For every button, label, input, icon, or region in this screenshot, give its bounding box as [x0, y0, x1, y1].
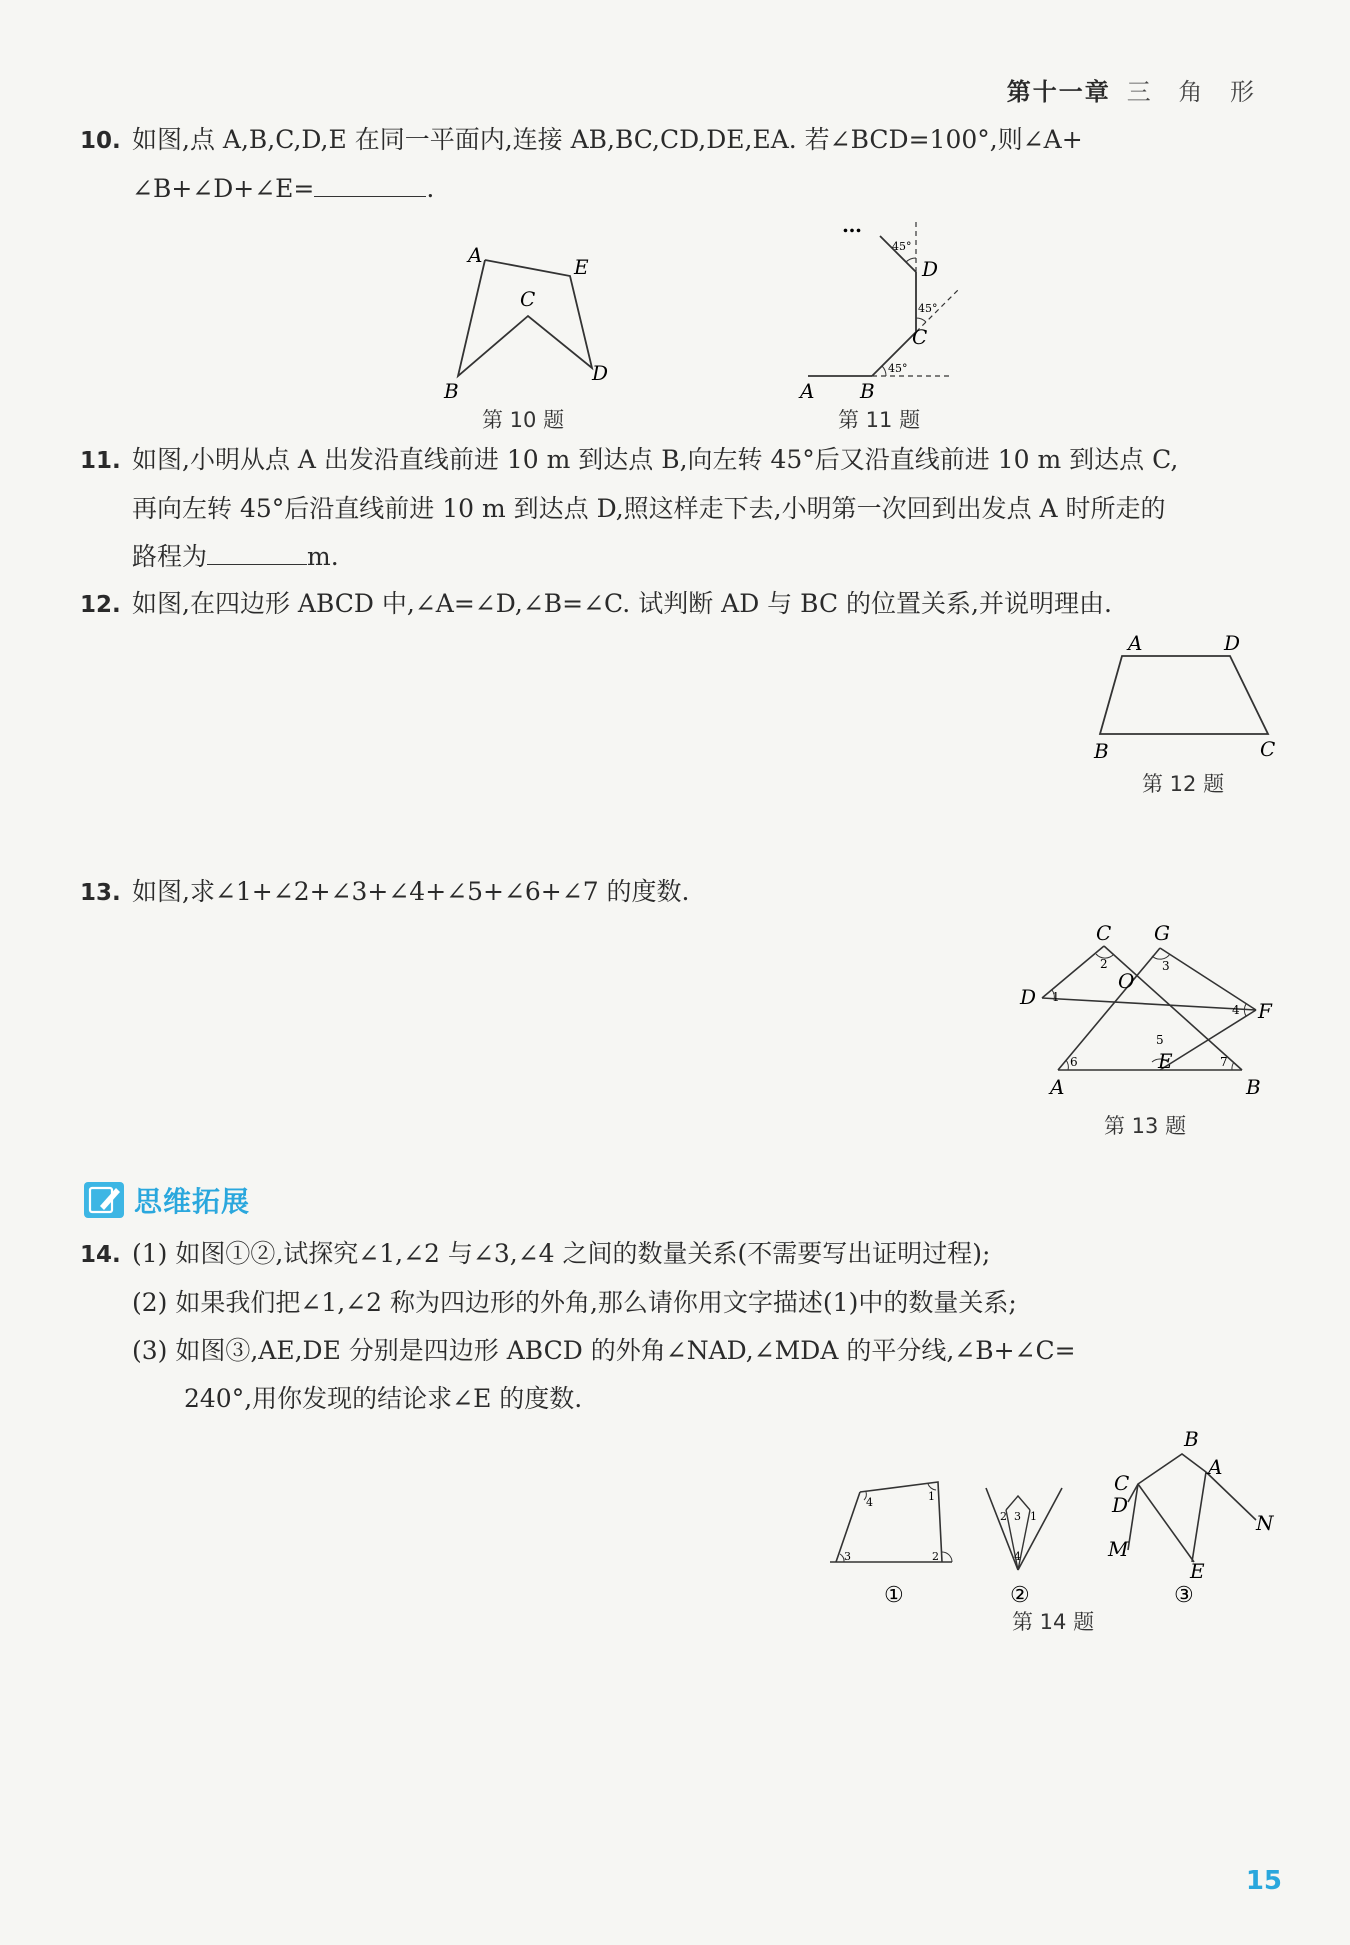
angle-number: 1	[1052, 990, 1060, 1004]
segment-GF	[1160, 948, 1256, 1010]
label-D: D	[1020, 985, 1037, 1009]
figure-10-caption: 第 10 题	[482, 408, 565, 432]
label-M: M	[1108, 1537, 1129, 1561]
angle-number: 2	[932, 1550, 939, 1563]
sub-figure-label: ②	[1010, 1583, 1030, 1608]
angle-number: 3	[1014, 1510, 1021, 1523]
question-part-3-cont: 240°,用你发现的结论求∠E 的度数.	[184, 1384, 583, 1413]
question-12	[80, 580, 1112, 629]
figure-14-3	[1107, 1427, 1275, 1583]
label-E: E	[574, 255, 589, 279]
angle-number: 3	[844, 1550, 851, 1563]
segment-FE	[1160, 1010, 1256, 1070]
figure-14-2	[986, 1488, 1062, 1570]
label-A: A	[1208, 1455, 1223, 1479]
sub-figure-label: ③	[1174, 1583, 1194, 1608]
question-text: 如图,在四边形 ABCD 中,∠A=∠D,∠B=∠C. 试判断 AD 与 BC 的位置关系,并说明理由.	[132, 589, 1112, 618]
figure-14	[830, 1426, 1290, 1616]
label-C: C	[1114, 1471, 1130, 1495]
question-part-3: (3) 如图③,AE,DE 分别是四边形 ABCD 的外角∠NAD,∠MDA 的平分线,∠B+∠C=	[132, 1336, 1076, 1365]
angle-number: 4	[1014, 1550, 1021, 1563]
question-part-2: (2) 如果我们把∠1,∠2 称为四边形的外角,那么请你用文字描述(1)中的数量关系;	[132, 1288, 1017, 1317]
label-G: G	[1154, 921, 1170, 945]
chapter-number: 第十一章	[1006, 78, 1111, 106]
figure-12	[1082, 630, 1282, 765]
figure-14-1	[830, 1482, 952, 1563]
section-title: 思维拓展	[134, 1185, 251, 1218]
figure-13-caption: 第 13 题	[1104, 1114, 1187, 1138]
label-B: B	[1246, 1075, 1261, 1099]
question-text: 如图,小明从点 A 出发沿直线前进 10 m 到达点 B,向左转 45°后又沿直线前进 10 m 到达点 C,	[132, 445, 1179, 474]
answer-blank[interactable]	[207, 544, 307, 565]
question-text: m.	[307, 542, 339, 571]
angle-45: 45°	[892, 240, 912, 253]
question-10	[80, 116, 1083, 213]
question-text: 再向左转 45°后沿直线前进 10 m 到达点 D,照这样走下去,小明第一次回到出发点 A 时所走的	[132, 494, 1166, 523]
page-number: 15	[1245, 1866, 1282, 1896]
angle-number: 5	[1156, 1033, 1164, 1047]
label-N: N	[1256, 1511, 1274, 1535]
question-number: 11.	[80, 448, 121, 474]
chapter-header	[1007, 72, 1264, 107]
angle-arc	[882, 366, 886, 376]
label-A: A	[1050, 1075, 1065, 1099]
trapezoid-shape	[1100, 656, 1268, 734]
section-header	[84, 1180, 250, 1220]
figure-13	[1010, 918, 1280, 1103]
label-C: C	[912, 325, 928, 349]
figure-14-caption: 第 14 题	[1012, 1610, 1095, 1634]
question-number: 12.	[80, 592, 121, 618]
question-text: 如图,求∠1+∠2+∠3+∠4+∠5+∠6+∠7 的度数.	[132, 877, 690, 906]
question-text: ∠B+∠D+∠E=	[132, 174, 315, 203]
angle-arc	[906, 258, 916, 262]
label-C: C	[520, 287, 536, 311]
question-text: .	[426, 174, 435, 203]
question-14	[80, 1230, 1076, 1423]
angle-arc	[1066, 1060, 1068, 1070]
figure-11-caption: 第 11 题	[838, 408, 921, 432]
question-number: 10.	[80, 128, 121, 154]
label-D: D	[922, 257, 939, 281]
label-B: B	[444, 379, 459, 403]
label-A: A	[468, 243, 483, 267]
label-E: E	[1190, 1559, 1205, 1583]
label-E: E	[1158, 1049, 1173, 1073]
question-13	[80, 868, 690, 917]
question-number: 13.	[80, 880, 121, 906]
segment-AG	[1058, 948, 1160, 1070]
figure-11	[796, 212, 976, 412]
segment-DF	[1042, 998, 1256, 1010]
figure-10	[430, 236, 630, 406]
label-D: D	[1112, 1493, 1129, 1517]
question-number: 14.	[80, 1242, 121, 1268]
angle-number: 4	[866, 1496, 873, 1509]
angle-arc	[916, 318, 926, 322]
label-O: O	[1118, 969, 1135, 993]
label-D: D	[1224, 631, 1241, 655]
angle-number: 7	[1220, 1055, 1228, 1069]
ellipsis: …	[842, 213, 862, 237]
question-part-1: (1) 如图①②,试探究∠1,∠2 与∠3,∠4 之间的数量关系(不需要写出证明过程);	[132, 1239, 991, 1268]
angle-number: 2	[1100, 957, 1108, 971]
question-11	[80, 436, 1178, 581]
label-C: C	[1260, 737, 1276, 761]
angle-number: 3	[1162, 959, 1170, 973]
label-B: B	[1094, 739, 1109, 763]
angle-number: 1	[1030, 1510, 1037, 1523]
label-B: B	[860, 379, 875, 403]
label-C: C	[1096, 921, 1112, 945]
pencil-icon	[84, 1182, 124, 1218]
angle-45: 45°	[888, 362, 908, 375]
pentagon-shape	[458, 260, 592, 376]
angle-number: 1	[928, 1490, 935, 1503]
label-A: A	[800, 379, 815, 403]
angle-number: 2	[1000, 1510, 1007, 1523]
sub-figure-label: ①	[884, 1583, 904, 1608]
angle-45: 45°	[918, 302, 938, 315]
answer-blank[interactable]	[314, 176, 426, 197]
angle-arc	[1232, 1062, 1234, 1070]
label-A: A	[1128, 631, 1143, 655]
chapter-title: 三 角 形	[1126, 78, 1264, 106]
label-D: D	[592, 361, 609, 385]
label-F: F	[1258, 999, 1272, 1023]
angle-number: 4	[1232, 1003, 1240, 1017]
question-text: 路程为	[132, 542, 208, 571]
figure-12-caption: 第 12 题	[1142, 772, 1225, 796]
label-B: B	[1184, 1427, 1199, 1451]
question-text: 如图,点 A,B,C,D,E 在同一平面内,连接 AB,BC,CD,DE,EA. 若∠BCD=100°,则∠A+	[132, 125, 1083, 154]
angle-number: 6	[1070, 1055, 1078, 1069]
